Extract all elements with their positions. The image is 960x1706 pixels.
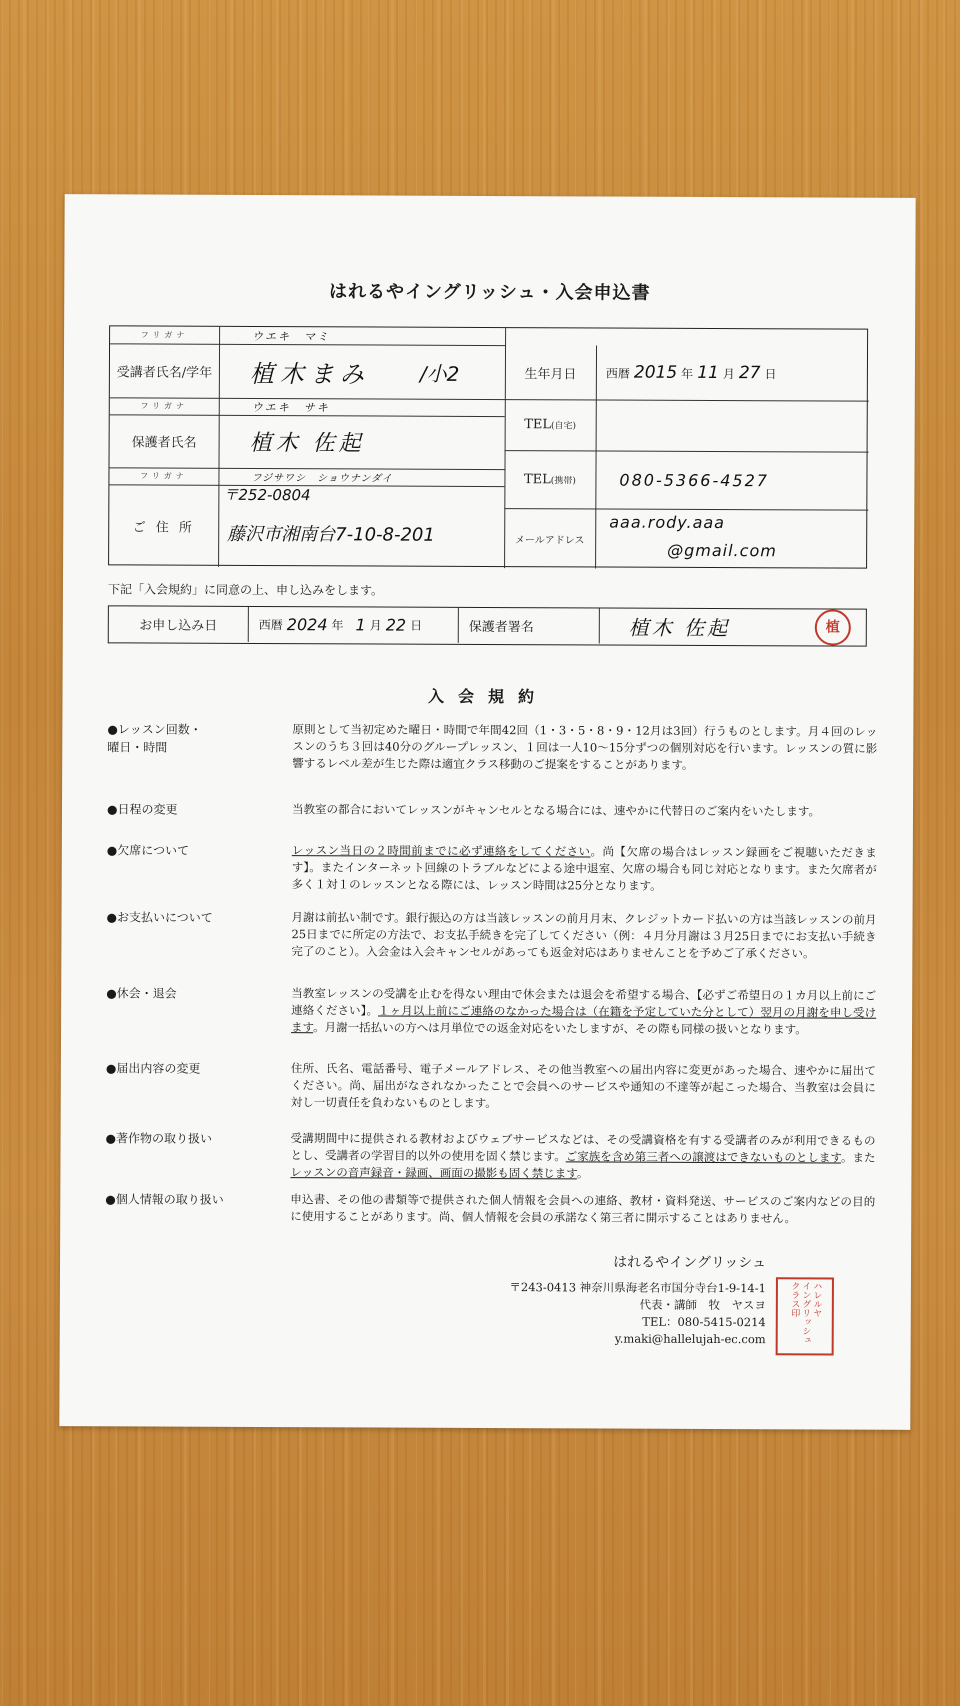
rule-lessons-label: ●レッスン回数・ 曜日・時間 [107,722,202,755]
rule-schedule-change [106,800,877,819]
rule-privacy [105,1190,876,1226]
application-day-unit: 日 [410,618,423,633]
tel-home-label-sub: (自宅) [551,421,577,432]
rule-copyright-text [290,1130,875,1184]
guardian-signature: 植木 佐起 [628,615,731,641]
address-furigana-label: フリガナ [140,471,188,481]
birthdate-year: 2015 [633,362,678,383]
rule-payment-label: ●お支払いについて [106,910,213,925]
birthdate-label: 生年月日 [524,366,577,382]
rule-withdrawal [106,984,877,1037]
birthdate-field [606,346,866,401]
tel-mobile-label-text: TEL [523,471,551,487]
rule-copyright-underlined-1: ご家族を含め第三者への譲渡はできないものとします [565,1149,842,1165]
organization-name: はれるやイングリッシュ [613,1254,767,1272]
organization-address: 〒243-0413 神奈川県海老名市国分寺台1-9-14-1 [509,1280,766,1296]
birthdate-era: 西暦 [605,366,630,381]
guardian-furigana-value: ウエキ サキ [251,400,330,414]
tel-mobile-label-sub: (携帯) [550,475,576,486]
rule-copyright-a: 受講期間中に提供される教材およびウェブサービスなどは、その受講資格を有する受講者のみが利用できるものとし、受講者の学習目的以外の使用を固く禁じます。 [290,1131,876,1164]
guardian-name-label: 保護者氏名 [131,435,197,451]
rule-privacy-text: 申込書、その他の書類等で提供された個人情報を会員への連絡、教材・資料発送、サービスのご案内などの目的に使用することがあります。尚、個人情報を会員の承諾なく第三者に開示することはありません。 [290,1192,876,1226]
rule-absence-underlined: レッスン当日の２時間前までに必ず連絡をしてください [291,843,591,859]
organization-seal-line-1: ハレルヤ [811,1281,822,1318]
tel-home-value [606,400,866,452]
applicant-info-table [108,325,868,568]
organization-seal [776,1277,834,1355]
rule-copyright-b: 。また [840,1150,876,1165]
birthdate-day-unit: 日 [764,366,777,381]
organization-phone: TEL：080-5415-0214 [642,1314,766,1330]
organization-seal-line-3: クラス印 [789,1281,800,1318]
rule-absence-rest: 。尚【欠席の場合はレッスン録画をご視聴いただきます】。またインターネット回線のトラブルなどによる途中退室、欠席の場合も同じ対応となります。また欠席者が多く１対１のレッスンとなる際には、レッスン時間は25分となります。 [291,844,877,893]
email-line1: aaa.rody.aaa [609,512,726,532]
guardian-name-value: 植木 佐起 [249,430,365,457]
application-date-label: お申し込み日 [139,618,218,634]
rule-absence [106,841,877,893]
rule-schedule-change-label: ●日程の変更 [106,802,178,817]
application-year-unit: 年 [331,618,344,633]
email-line2: @gmail.com [667,540,777,560]
application-date-field [259,607,455,643]
rules-title: 入会規約 [427,686,549,707]
student-furigana-label: フリガナ [140,330,189,340]
rule-notification-change-label: ●届出内容の変更 [105,1061,201,1076]
birthdate-day: 27 [738,363,761,384]
address-label: ご 住 所 [132,519,195,536]
application-year: 2024 [286,615,328,635]
organization-email: y.maki@hallelujah-ec.com [614,1331,766,1347]
student-name-value: 植木まみ [249,359,370,388]
application-month-unit: 月 [369,618,382,633]
rule-withdrawal-b: 。月謝一括払いの方へは月単位での返金対応をいたしますが、その際も同様の扱いとなります。 [313,1020,807,1037]
application-month: 1 [355,615,366,635]
rule-notification-change-text: 住所、氏名、電話番号、電子メールアドレス、その他当教室への届出内容に変更があった場合、速やかに届出てください。尚、届出がなされなかったことで会員へのサービスや通知の不達等が起こった場合、当教室は会員に対し一切責任を負わないものとします。 [290,1061,876,1111]
application-day: 22 [385,615,407,635]
rule-notification-change [105,1059,876,1111]
birthdate-month: 11 [697,362,719,384]
organization-seal-line-2: イングリッシュ [800,1281,811,1345]
rule-lessons [107,720,878,772]
document-title: はれるやイングリッシュ・入会申込書 [328,281,651,304]
guardian-furigana-label: フリガナ [140,401,189,411]
rule-withdrawal-a: 当教室レッスンの受講を止むを得ない理由で休会または退会を希望する場合、【必ずご希望日の１カ月以上前にご連絡ください】。 [291,986,877,1018]
rule-absence-label: ●欠席について [106,843,190,858]
application-era: 西暦 [258,618,283,633]
rule-copyright [105,1129,876,1181]
tel-home-label-text: TEL [524,417,552,433]
rule-copyright-c: 。 [576,1166,589,1181]
rule-payment [106,908,877,961]
rule-withdrawal-underlined: １ヶ月以上前にご連絡のなかった場合は（在籍を予定していた分として）翌月の月謝を申し受けます [291,1003,877,1035]
signature-seal: 植 [815,609,851,645]
tel-home-label [505,399,596,450]
rule-lessons-text: 原則として当初定めた曜日・時間で年間42回（1・3・5・8・9・12月は3回）行うものとします。月４回のレッスンのうち３回は40分のグループレッスン、１回は一人10～15分ずつの個別対応を行います。レッスンの質に影響するレベル差が生じた際は適宜クラス移動のご提案をすることがあります。 [292,722,878,772]
rule-copyright-underlined-2: レッスンの音声録音・録画、画面の撮影も固く禁じます [290,1165,577,1181]
organization-representative: 代表・講師 牧 ヤスヨ [639,1297,766,1313]
birthdate-year-unit: 年 [681,366,694,381]
student-grade-value: /小2 [419,361,460,386]
rule-schedule-change-text: 当教室の都合においてレッスンがキャンセルとなる場合には、速やかに代替日のご案内をいたします。 [291,802,821,819]
application-form-paper [59,194,915,1430]
signature-label: 保護者署名 [468,619,534,636]
organization-footer [509,1254,766,1348]
email-label: メールアドレス [514,534,585,546]
birthdate-month-unit: 月 [722,366,735,381]
address-furigana-value: フジサワシ ショウナンダイ [251,472,393,485]
rule-privacy-label: ●個人情報の取り扱い [105,1192,224,1207]
tel-mobile-label [504,450,595,508]
address-line: 藤沢市湘南台7-10-8-201 [227,523,435,546]
rule-withdrawal-text [291,985,876,1039]
rule-absence-text [292,842,877,896]
rule-copyright-label: ●著作物の取り扱い [105,1131,213,1146]
rule-payment-text: 月謝は前払い制です。銀行振込の方は当該レッスンの前月月末、クレジットカード払いの方は当該レッスンの前月25日までに所定の方法で、お支払手続きを完了してください（例：４月分月謝は３月25日までにお支払い手続き完了のこと）。入会金は入会キャンセルがあっても返金対応はありませんことを予めご了承ください。 [291,910,877,961]
tel-mobile-value: 080-5366-4527 [619,470,770,490]
agreement-note: 下記「入会規約」に同意の上、申し込みをします。 [107,582,384,598]
student-name-label: 受講者氏名/学年 [116,364,213,381]
rule-withdrawal-label: ●休会・退会 [106,986,177,1001]
student-furigana-value: ウエキ マミ [252,329,331,343]
application-table [108,605,867,646]
address-postal: 〒252-0804 [223,485,311,504]
